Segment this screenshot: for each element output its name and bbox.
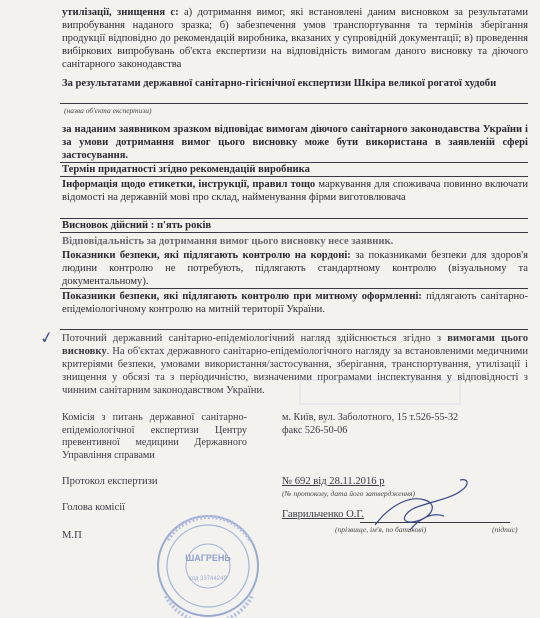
head-name: Гаврильченко О.Г. <box>282 509 364 520</box>
labeling-label: Інформація щодо етикетки, інструкції, правил тощо <box>62 179 316 190</box>
border-control-label: Показники безпеки, які підлягають контролю на кордоні: <box>62 250 351 261</box>
round-seal <box>158 516 258 618</box>
responsibility-text: Відповідальність за дотримання вимог цього висновку несе заявник. <box>62 236 394 247</box>
border-control-text: за показниками безпеки для здоров'я людини контролю не потребують, підлягають стандартному контролю (візуальному та документальному). <box>62 250 528 287</box>
bold-lead: утилізації, знищення с: <box>62 7 179 18</box>
seal-name: ШАГРЕНЬ <box>185 553 231 563</box>
commission-fax: факс 526-50-06 <box>282 425 348 436</box>
customs-control-label: Показники безпеки, які підлягають контролю при митному оформленні: <box>62 291 422 302</box>
rectangular-stamp-faint <box>300 380 460 404</box>
caption-object-name: (назва об'єкта експертизи) <box>64 106 152 115</box>
paragraph-compliance: за наданим заявником зразком відповідає вимогам діючого санітарного законодавства України і за умови дотримання вимог цього висновку може бути використана в заявленій сфері застосування. <box>62 124 528 161</box>
expertise-object-line: За результатами державної санітарно-гігієнічної експертизи Шкіра великої рогатої худоби <box>62 78 497 89</box>
handwritten-check-mark: ✓ <box>38 326 55 349</box>
text: а) дотримання вимог, які встановлені даним висновком за результатами випробування наданого зразка; б) забезпечення умов транспортування та термінів зберігання продукції відповідно до рекомендацій виробника, вказаних у супровідній документації; в) проведення вибіркових випробувань об'єкта експертизи на відповідність вимогам даного висновку та діючого санітарного законодавства <box>62 7 528 70</box>
sign-caption: (підпис) <box>492 525 518 534</box>
supervision-text-start: Поточний державний санітарно-епідеміологічний нагляд здійснюється згідно з <box>62 333 448 344</box>
supervision-bold: вимогами цього висновку <box>62 333 528 357</box>
supervision-text-rest: . На об'єктах державного санітарно-епідеміологічного нагляду за встановленими медичними критеріями безпеки, умовами використання/застосування, зберігання, транспортування, утилізації і знищення у обсязі та з періодичністю, визначеними програмами інспектування у відповідності з чинним санітарним законодавством України. <box>62 346 528 396</box>
commission-name: Комісія з питань державної санітарно-епідеміологічної експертизи Центру превентивної медицини Державного Управління справами <box>62 412 247 461</box>
seal-place-label: М.П <box>62 530 82 541</box>
customs-control-text: підлягають санітарно-епідеміологічному контролю на митній території України. <box>62 291 529 315</box>
validity-text: Висновок дійсний : п'ять років <box>62 220 212 231</box>
seal-code: код 33744249 <box>189 576 227 582</box>
name-caption: (прізвище, ім'я, по батькові) <box>335 525 427 534</box>
head-label: Голова комісії <box>62 502 126 513</box>
shelf-life-text: Термін придатності згідно рекомендацій виробника <box>62 164 310 175</box>
signature-scribble <box>375 480 467 530</box>
protocol-label: Протокол експертизи <box>62 476 158 487</box>
labeling-text: маркування для споживача повинно включати відомості на державній мові про склад, найменування фірми виготовлювача <box>62 179 528 203</box>
protocol-caption: (№ протоколу, дата його затвердження) <box>282 489 416 498</box>
protocol-number: № 692 від 28.11.2016 р <box>282 476 385 487</box>
commission-address: м. Київ, вул. Заболотного, 15 т.526-55-32 <box>282 412 459 423</box>
